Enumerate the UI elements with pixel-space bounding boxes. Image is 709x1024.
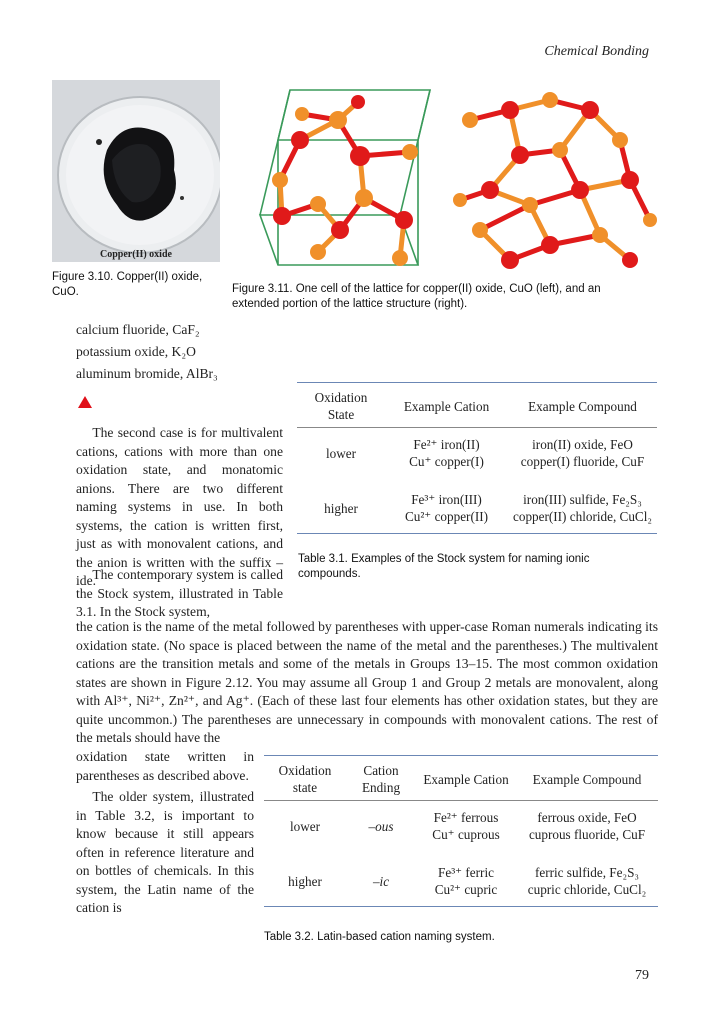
table-3-1 <box>297 382 657 534</box>
list-item: calcium fluoride, CaF₂ <box>76 322 200 337</box>
table-header: Cation Ending <box>346 756 416 801</box>
paragraph-multivalent: The second case is for multivalent cations, cations with more than one oxidation state, and monatomic anions. There are two different naming systems in use. In both systems, the cation is written first, just as with monovalent cations, and the anion is written with the suffix –ide. <box>76 425 283 588</box>
copper-oxide-photo <box>52 80 220 262</box>
figure-3-10-caption: Figure 3.10. Copper(II) oxide, CuO. <box>52 271 203 298</box>
paragraph-stock-end: oxidation state written in parentheses as described above. <box>76 749 254 783</box>
paragraph-stock-intro: The contemporary system is called the Stock system, illustrated in Table 3.1. In the Stock system, <box>76 567 283 619</box>
running-header: Chemical Bonding <box>544 44 649 59</box>
compound-list <box>76 322 218 388</box>
table-header: Oxidation State <box>297 383 385 428</box>
table-row: lower –ous Fe²⁺ ferrous Cu⁺ cuprous ferrous oxide, FeO cuprous fluoride, CuF <box>289 810 646 842</box>
lattice-extended-structure <box>440 80 660 285</box>
paragraph-stock-body: the cation is the name of the metal followed by parentheses with upper-case Roman numerals indicating its oxidation state. (No space is placed between the name of the metal and the parentheses.) The multivalent cations are the transition metals and some of the metals in Groups 13–15. The most common oxidation states are shown in Figure 2.12. You may assume all Group 1 and Group 2 metals are monovalent, along with Al³⁺, Ni²⁺, Zn²⁺, and Ag⁺. (Each of these last four elements has other oxidation states, but they are quite uncommon.) The parentheses are unnecessary in compounds with monovalent cations. The rest of the metals should have the <box>76 619 658 745</box>
list-item: potassium oxide, K₂O <box>76 344 196 359</box>
table-header: Example Compound <box>516 756 658 801</box>
red-triangle-marker-icon <box>78 396 92 408</box>
table-3-2-caption: Table 3.2. Latin-based cation naming system. <box>264 931 495 943</box>
table-3-2 <box>264 755 658 907</box>
table-header: Oxidation state <box>264 756 346 801</box>
table-row: higher –ic Fe³⁺ ferric Cu²⁺ cupric ferric sulfide, Fe₂S₃ cupric chloride, CuCl₂ <box>288 865 647 897</box>
table-row: higher Fe³⁺ iron(III) Cu²⁺ copper(II) iron(III) sulfide, Fe₂S₃ copper(II) chloride, CuCl₂ <box>324 492 652 524</box>
table-3-1-caption: Table 3.1. Examples of the Stock system for naming ionic compounds. <box>298 553 590 580</box>
photo-label: Copper(II) oxide <box>100 249 172 260</box>
table-row: lower Fe²⁺ iron(II) Cu⁺ copper(I) iron(II) oxide, FeO copper(I) fluoride, CuF <box>325 437 645 469</box>
list-item: aluminum bromide, AlBr₃ <box>76 366 218 381</box>
paragraph-latin-system: The older system, illustrated in Table 3.2, is important to know because it still appears often in reference literature and on bottles of chemicals. In this system, the Latin name of the cation is <box>76 789 254 915</box>
figure-3-11-caption: Figure 3.11. One cell of the lattice for copper(II) oxide, CuO (left), and an extended portion of the lattice structure (right). <box>232 283 601 310</box>
table-header: Example Compound <box>508 383 657 428</box>
lattice-unit-cell <box>240 80 440 285</box>
page-number: 79 <box>635 968 649 983</box>
table-header: Example Cation <box>416 756 516 801</box>
table-header: Example Cation <box>385 383 508 428</box>
